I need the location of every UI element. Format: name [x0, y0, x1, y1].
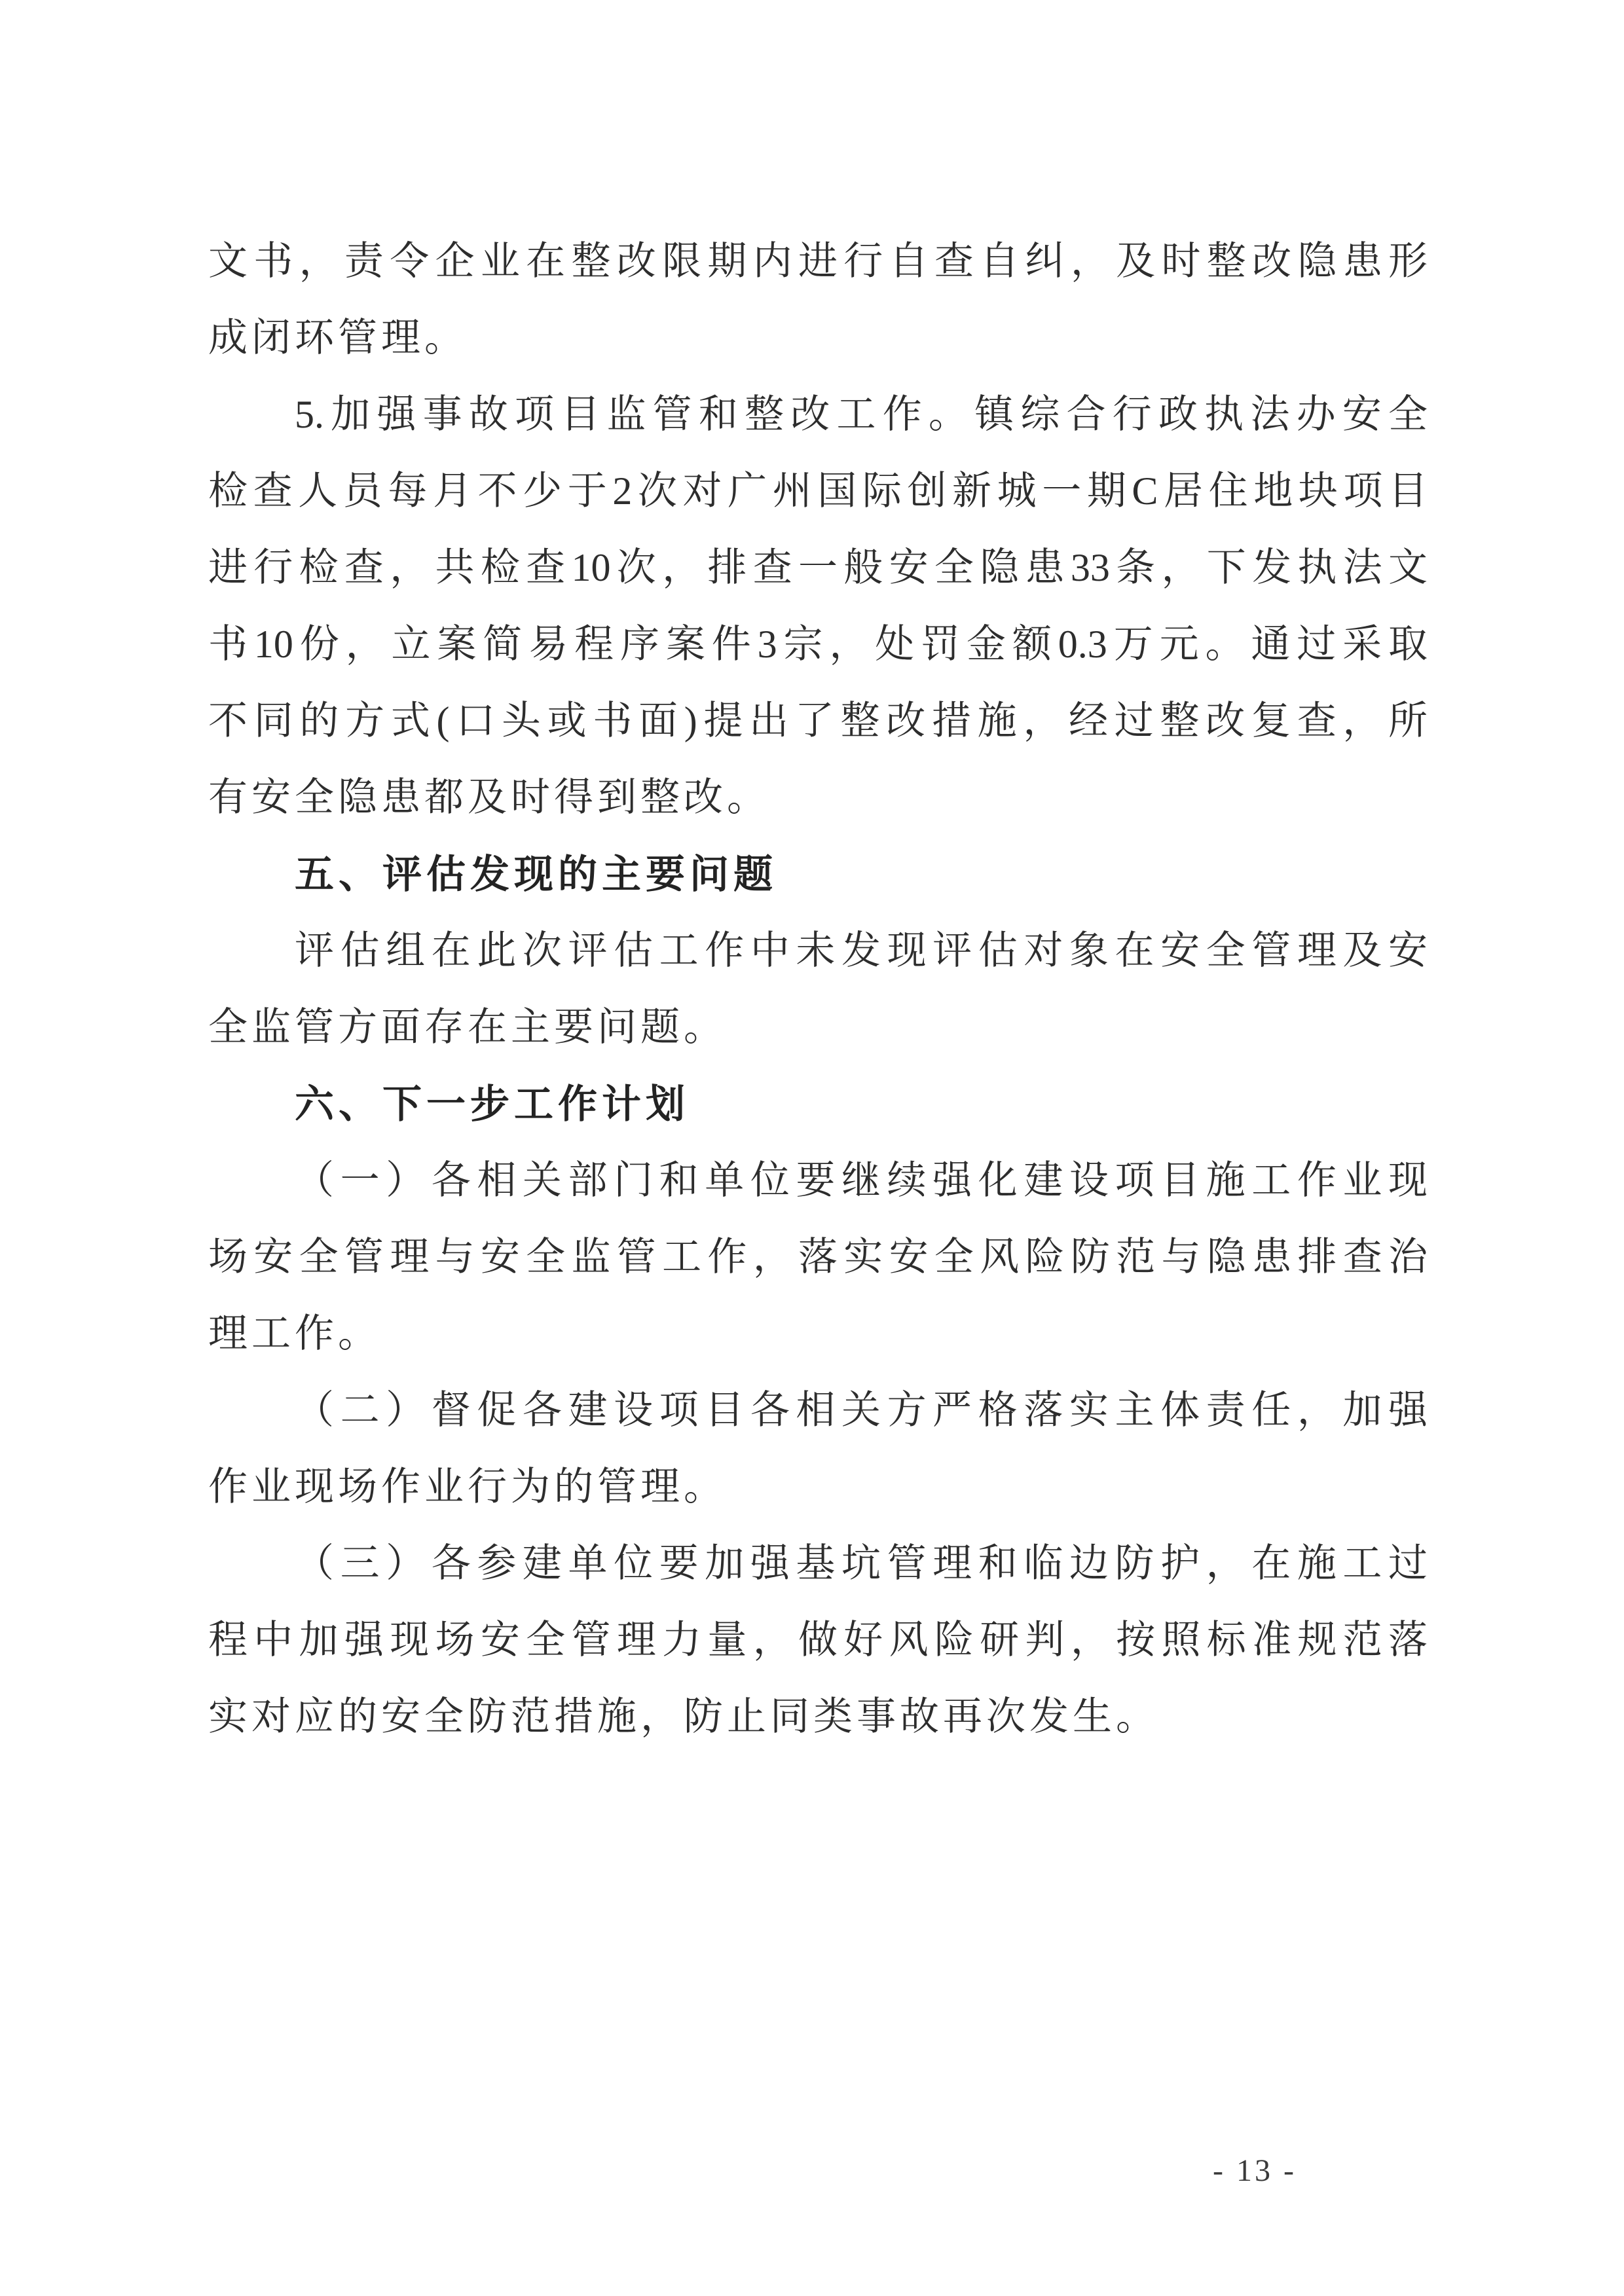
body-text-line: 实对应的安全防范措施，防止同类事故再次发生。: [208, 1695, 1159, 1738]
section-heading: 六、下一步工作计划: [295, 1082, 690, 1126]
document-body: [208, 223, 1428, 1755]
page-number: - 13 -: [1213, 2153, 1297, 2188]
body-text-line: 作业现场作业行为的管理。: [208, 1465, 727, 1508]
body-text-line: 5.加强事故项目监管和整改工作。镇综合行政执法办安全: [295, 393, 1428, 436]
body-text-line: 理工作。: [208, 1312, 381, 1355]
body-text-line: （二）督促各建设项目各相关方严格落实主体责任，加强: [295, 1389, 1428, 1432]
body-text-line: 文书，责令企业在整改限期内进行自查自纠，及时整改隐患形: [208, 240, 1428, 283]
body-text-line: 成闭环管理。: [208, 316, 468, 359]
body-text-line: 进行检查，共检查10次，排查一般安全隐患33条，下发执法文: [208, 546, 1428, 589]
body-text-line: 有安全隐患都及时得到整改。: [208, 776, 770, 819]
body-text-line: 不同的方式(口头或书面)提出了整改措施，经过整改复查，所: [208, 699, 1428, 742]
body-text-line: 全监管方面存在主要问题。: [208, 1006, 727, 1049]
body-text-line: 书10份，立案简易程序案件3宗，处罚金额0.3万元。通过采取: [208, 623, 1428, 666]
section-heading: 五、评估发现的主要问题: [295, 852, 777, 896]
body-text-line: 场安全管理与安全监管工作，落实安全风险防范与隐患排查治: [208, 1235, 1428, 1279]
body-text-line: 检查人员每月不少于2次对广州国际创新城一期C居住地块项目: [208, 469, 1428, 513]
body-text-line: （一）各相关部门和单位要继续强化建设项目施工作业现: [295, 1159, 1428, 1202]
body-text-line: （三）各参建单位要加强基坑管理和临边防护，在施工过: [295, 1542, 1428, 1585]
body-text-line: 程中加强现场安全管理力量，做好风险研判，按照标准规范落: [208, 1618, 1428, 1662]
body-text-line: 评估组在此次评估工作中未发现评估对象在安全管理及安: [295, 929, 1428, 972]
